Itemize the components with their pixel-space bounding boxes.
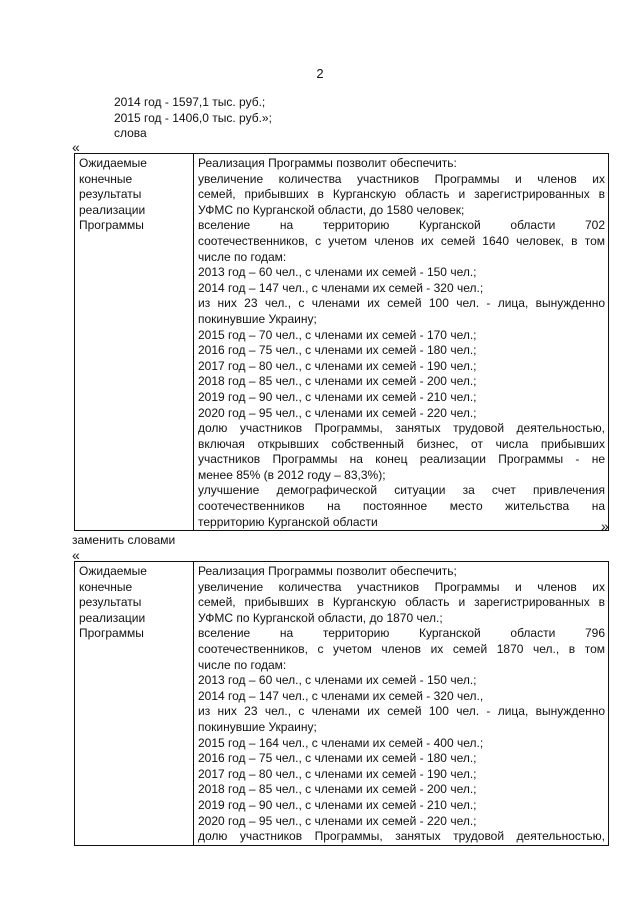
intro-line-2: 2015 год - 1406,0 тыс. руб.»; — [114, 111, 272, 125]
page-number: 2 — [316, 66, 324, 81]
table-old-line: соотечественников, с учетом членов их семей 1640 человек, в том — [198, 233, 605, 248]
table-old-line: 2015 год – 70 чел., с членами их семей - 170 чел.; — [198, 327, 477, 342]
table-new-line: 2016 год – 75 чел., с членами их семей - 180 чел.; — [198, 751, 477, 766]
intro-line-1: 2014 год - 1597,1 тыс. руб.; — [114, 95, 266, 109]
table-old-label-line: конечные — [79, 171, 133, 186]
table-old-line: из них 23 чел., с членами их семей 100 чел. - лица, вынужденно — [198, 296, 605, 311]
table-old-line: Реализация Программы позволит обеспечить: — [198, 156, 457, 170]
table-old-label-line: результаты — [79, 187, 142, 202]
table-old-line: участников Программы на конец реализации Программы - не — [198, 452, 605, 467]
table-new-line: 2020 год – 95 чел., с членами их семей - 220 чел.; — [198, 813, 477, 828]
table-new-label-line: реализации — [79, 610, 146, 625]
table-old-line: территорию Курганской области — [198, 514, 378, 529]
table-new-line: 2014 год – 147 чел., с членами их семей - 320 чел., — [198, 688, 484, 703]
table-old-line: 2016 год – 75 чел., с членами их семей - 180 чел.; — [198, 343, 477, 358]
table-new-line: 2018 год – 85 чел., с членами их семей - 200 чел.; — [198, 782, 477, 797]
table-old-line: 2020 год – 95 чел., с членами их семей - 220 чел.; — [198, 405, 477, 420]
table-old-line: 2017 год – 80 чел., с членами их семей - 190 чел.; — [198, 358, 477, 373]
table-old-content-cell — [194, 154, 609, 534]
results-table-new — [74, 561, 609, 846]
table-old-line: 2013 год – 60 чел., с членами их семей - 150 чел.; — [198, 265, 477, 280]
table-old-line: покинувшие Украину; — [198, 311, 317, 326]
table-old-line: менее 85% (в 2012 году – 83,3%); — [198, 467, 386, 482]
table-new-label-line: конечные — [79, 579, 133, 594]
table-new-line: Реализация Программы позволит обеспечить; — [198, 564, 457, 578]
table-new-line: УФМС по Курганской области, до 1870 чел.; — [198, 610, 443, 625]
replace-phrase: заменить словами — [72, 533, 176, 547]
table-old-label-cell — [75, 154, 194, 531]
table-old-line: включая открывших собственный бизнес, от числа прибывших — [198, 436, 605, 451]
open-quote-2: « — [72, 547, 80, 563]
table-new-line: из них 23 чел., с членами их семей 100 чел. - лица, вынужденно — [198, 704, 605, 719]
table-new-line: вселение на территорию Курганской области 796 — [198, 626, 605, 641]
table-new-label-line: Программы — [79, 626, 144, 641]
table-new-line: покинувшие Украину; — [198, 719, 317, 734]
table-old-label-line: Программы — [79, 218, 144, 233]
table-old-line: вселение на территорию Курганской области 702 — [198, 218, 605, 233]
table-old-label-line: Ожидаемые — [79, 156, 147, 170]
table-new-line: соотечественников, с учетом членов их семей 1870 чел., в том — [198, 641, 605, 656]
table-new-line: семей, прибывших в Курганскую область и зарегистрированных в — [198, 595, 605, 610]
table-new-label-cell — [75, 562, 194, 846]
table-new-line: 2015 год – 164 чел., с членами их семей - 400 чел.; — [198, 735, 484, 750]
table-new-line: числе по годам: — [198, 657, 287, 672]
close-quote: » — [601, 518, 609, 534]
table-old-line: 2014 год – 147 чел., с членами их семей - 320 чел.; — [198, 280, 484, 295]
table-old-line: числе по годам: — [198, 249, 287, 264]
table-new-label-line: результаты — [79, 595, 142, 610]
table-old-line: 2018 год – 85 чел., с членами их семей - 200 чел.; — [198, 374, 477, 389]
table-new-line: увеличение количества участников Программы и членов их — [198, 579, 605, 594]
table-old-line: 2019 год – 90 чел., с членами их семей - 210 чел.; — [198, 389, 477, 404]
intro-line-3: слова — [114, 126, 147, 140]
table-old-line: семей, прибывших в Курганскую область и зарегистрированных в — [198, 187, 605, 202]
table-new-line: долю участников Программы, занятых трудовой деятельностью, — [198, 829, 605, 844]
table-old-line: долю участников Программы, занятых трудовой деятельностью, — [198, 421, 605, 436]
table-new-label-line: Ожидаемые — [79, 564, 147, 578]
table-old-line: соотечественников на постоянное место жительства на — [198, 499, 605, 514]
table-old-line: улучшение демографической ситуации за счет привлечения — [198, 483, 605, 498]
table-old-line: УФМС по Курганской области, до 1580 человек; — [198, 202, 465, 217]
table-new-line: 2013 год – 60 чел., с членами их семей - 150 чел.; — [198, 673, 477, 688]
table-old-line: увеличение количества участников Программы и членов их — [198, 171, 605, 186]
table-new-line: 2019 год – 90 чел., с членами их семей - 210 чел.; — [198, 797, 477, 812]
results-table-old — [74, 153, 609, 534]
table-new-content-cell — [194, 562, 609, 846]
table-old-label-line: реализации — [79, 202, 146, 217]
table-new-line: 2017 год – 80 чел., с членами их семей - 190 чел.; — [198, 766, 477, 781]
open-quote-1: « — [72, 139, 80, 155]
